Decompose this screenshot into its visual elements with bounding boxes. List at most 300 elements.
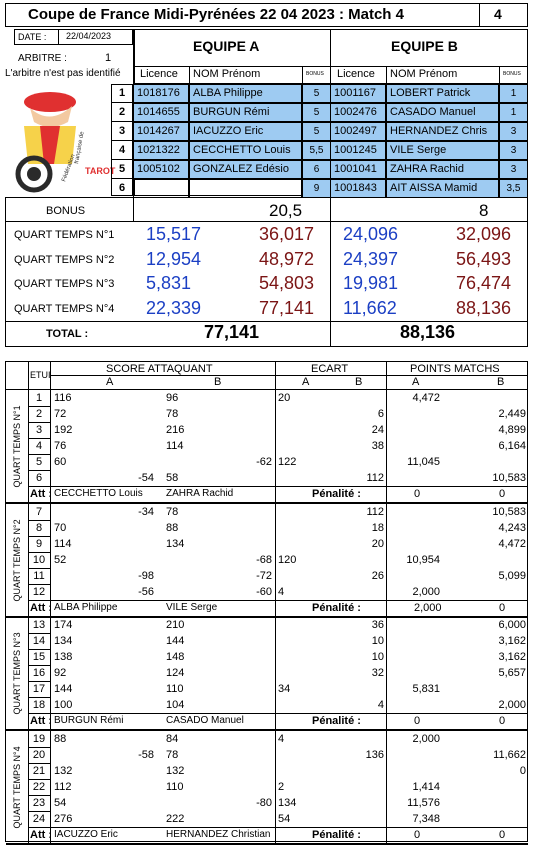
score-a-positive: 112 (54, 780, 72, 793)
points-a: 11,045 (407, 456, 440, 468)
ecart-b: 6 (377, 408, 384, 420)
divider (28, 713, 528, 714)
quarter-a-cumul: 77,141 (259, 297, 315, 318)
quarter-label: QUART TEMPS N°3 (14, 278, 115, 290)
score-a-positive: 132 (54, 764, 73, 777)
score-b-positive: 144 (166, 635, 185, 647)
points-a (390, 438, 440, 454)
score-a-positive: 144 (54, 683, 73, 695)
attacker-a: CECCHETTO Louis (54, 488, 143, 499)
licence-b-cell: 1002497 (330, 122, 386, 141)
points-a (390, 747, 440, 763)
ecart-a (278, 536, 318, 552)
score-b-positive: 110 (166, 683, 184, 695)
etui-cell: 2 (35, 408, 43, 420)
divider (28, 600, 528, 601)
att-label: Att : (30, 488, 52, 500)
ecart-a (278, 649, 318, 665)
score-a-negative (54, 552, 154, 568)
divider (28, 486, 528, 487)
svg-text:Fédération: Fédération (61, 153, 77, 183)
penalite-label: Pénalité : (312, 828, 361, 841)
licence-a-cell: 1018176 (133, 84, 189, 103)
quarter-a-cumul: 36,017 (259, 224, 315, 244)
ecart-a (278, 665, 318, 681)
quarter-vertical-label: QUART TEMPS N°1 (12, 405, 22, 488)
total-b: 88,136 (400, 322, 456, 342)
match-number: 4 (494, 6, 502, 22)
name-b-cell: HERNANDEZ Chris (386, 122, 499, 141)
licence-b-cell: 1001167 (330, 84, 386, 103)
score-a-negative: -34 (138, 505, 154, 518)
score-b-negative: -62 (256, 456, 272, 468)
bonus-b-cell: 3,5 (499, 179, 528, 198)
points-b: 3,162 (498, 635, 526, 647)
score-b-positive: 216 (166, 424, 185, 436)
name-b-cell: AIT AISSA Mamid (386, 179, 499, 198)
name-b-cell: VILE Serge (386, 141, 499, 160)
ecart-b (324, 390, 384, 406)
bonus-label: BONUS (46, 205, 86, 217)
score-b-negative: -80 (256, 796, 272, 809)
divider (5, 221, 528, 222)
bonus-b-cell: 1 (499, 103, 528, 122)
divider (386, 66, 387, 84)
score-a-positive: 54 (54, 796, 67, 809)
licence-a-cell: 1005102 (133, 160, 189, 179)
points-b (446, 795, 526, 811)
nom-b: NOM Prénom (390, 68, 458, 80)
ecart-b: 38 (371, 440, 384, 452)
divider (6, 843, 528, 845)
score-b-positive: 110 (166, 780, 184, 793)
score-a-positive: 52 (54, 553, 67, 566)
ecart-b: 32 (371, 667, 384, 679)
etui-cell: 24 (32, 812, 46, 825)
name-b-cell: CASADO Manuel (386, 103, 499, 122)
score-a-positive: 72 (54, 408, 67, 420)
ecart-a (278, 617, 318, 633)
score-a-negative (54, 763, 154, 779)
points-a (390, 504, 440, 520)
score-a-negative (54, 520, 154, 536)
etui-cell: 11 (33, 569, 45, 582)
licence-b-cell: 1001245 (330, 141, 386, 160)
score-b-negative (166, 811, 272, 827)
points-a-header: A (412, 376, 420, 388)
attacker-a: IACUZZO Eric (54, 828, 118, 840)
score-b-negative (166, 470, 272, 486)
points-b: 5,099 (498, 569, 526, 582)
points-b (446, 731, 526, 747)
points-b: 0 (519, 764, 526, 777)
ecart-header: ECART (311, 363, 349, 375)
ecart-b: 36 (371, 619, 384, 631)
score-header: SCORE ATTAQUANT (106, 363, 213, 375)
penalite-b: 0 (499, 488, 506, 500)
penalite-a: 0 (414, 715, 421, 727)
score-b-negative (166, 731, 272, 747)
score-b-negative (166, 779, 272, 795)
points-b (446, 454, 526, 470)
ecart-b (324, 811, 384, 827)
ecart-b: 24 (371, 424, 384, 436)
name-a-cell: IACUZZO Eric (189, 122, 302, 141)
quarter-vertical-label: QUART TEMPS N°2 (12, 518, 22, 601)
match-title: Coupe de France Midi-Pyrénées 22 04 2023 : Match 4 (28, 6, 404, 23)
quarter-vertical-label: QUART TEMPS N°4 (12, 745, 22, 828)
att-label: Att : (30, 715, 52, 727)
name-a-cell: BURGUN Rémi (189, 103, 302, 122)
quarter-b-cumul: 88,136 (456, 297, 512, 318)
attacker-b: VILE Serge (166, 601, 218, 613)
bonus-a-cell: 9 (302, 179, 331, 198)
points-b: 2,449 (498, 408, 526, 420)
etui-cell: 6 (35, 472, 43, 484)
ecart-b (324, 552, 384, 568)
score-b-negative (166, 681, 272, 697)
score-a-negative (54, 536, 154, 552)
bonus-a-cell: 5 (302, 122, 331, 141)
ecart-b: 4 (377, 699, 384, 711)
points-a (390, 633, 440, 649)
ecart-a (278, 568, 318, 584)
attacker-b: HERNANDEZ Christian (166, 828, 271, 840)
etui-cell: 10 (32, 553, 46, 566)
quarter-label: QUART TEMPS N°1 (14, 229, 115, 241)
points-a: 10,954 (406, 553, 440, 566)
score-a-negative: -58 (138, 748, 154, 761)
ecart-b: 112 (366, 505, 384, 518)
score-a-negative: -54 (138, 472, 154, 484)
date-value: 22/04/2023 (66, 31, 112, 41)
score-a-positive: 92 (54, 667, 67, 679)
divider (133, 197, 134, 221)
etui-cell: 16 (32, 667, 46, 679)
etui-cell: 17 (32, 683, 46, 695)
ecart-a (278, 438, 318, 454)
quarter-a-score: 12,954 (146, 248, 202, 269)
score-a-negative (54, 454, 154, 470)
points-b: 4,243 (498, 521, 526, 534)
score-b-positive: 78 (166, 408, 179, 420)
score-b-positive: 124 (166, 667, 185, 679)
score-a-positive: 70 (54, 521, 67, 534)
etui-cell: 12 (32, 585, 46, 598)
licence-b: Licence (337, 68, 375, 80)
score-a-negative: -56 (138, 585, 154, 598)
penalite-b: 0 (499, 828, 506, 841)
licence-a-cell (133, 179, 189, 198)
ecart-b (324, 681, 384, 697)
divider (28, 827, 528, 828)
points-a (390, 422, 440, 438)
etui-cell: 1 (35, 392, 43, 404)
licence-a-cell: 1014655 (133, 103, 189, 122)
points-b (446, 811, 526, 827)
score-a-negative (54, 438, 154, 454)
penalite-a: 2,000 (414, 601, 442, 614)
quarter-a-cumul: 48,972 (259, 248, 315, 269)
ecart-a (278, 422, 318, 438)
bonus-b-total: 8 (479, 201, 489, 220)
penalite-b: 0 (499, 715, 506, 727)
score-a-negative (54, 665, 154, 681)
ecart-b (324, 779, 384, 795)
points-b: 4,899 (498, 424, 526, 436)
score-b-negative: -68 (256, 553, 272, 566)
total-label: TOTAL : (46, 328, 89, 340)
ecart-a: 134 (278, 796, 297, 809)
points-b: 10,583 (492, 472, 526, 484)
score-a-positive: 134 (54, 635, 73, 647)
points-b: 4,472 (498, 537, 526, 550)
points-a (390, 536, 440, 552)
points-b-header: B (497, 376, 505, 388)
ecart-a (278, 470, 318, 486)
quarter-b-cumul: 76,474 (456, 273, 512, 293)
ecart-b: 10 (371, 635, 384, 647)
tarot-logo (10, 86, 116, 194)
score-a-negative (54, 617, 154, 633)
etui-cell: 20 (32, 748, 46, 761)
score-a-positive: 192 (54, 424, 73, 436)
points-a (390, 470, 440, 486)
score-a-positive: 100 (54, 699, 73, 711)
bonus-b-cell: 3 (499, 160, 528, 179)
score-a-negative (54, 779, 154, 795)
etui-cell: 21 (32, 764, 46, 777)
points-a (390, 568, 440, 584)
points-a: 7,348 (412, 812, 440, 825)
points-a: 5,831 (412, 683, 440, 695)
score-b-positive: 84 (166, 732, 179, 745)
etui-cell: 7 (35, 505, 43, 518)
points-b (446, 779, 526, 795)
points-b: 3,162 (498, 651, 526, 663)
bonus-b: BONUS (503, 71, 521, 77)
name-a-cell (189, 179, 302, 198)
ecart-a (278, 520, 318, 536)
attacker-b: ZAHRA Rachid (166, 488, 234, 499)
points-b: 5,657 (498, 667, 526, 679)
licence-b-cell: 1001843 (330, 179, 386, 198)
divider (330, 197, 331, 347)
score-b-positive: 114 (166, 440, 184, 452)
score-a-negative: -98 (138, 569, 154, 582)
score-b-negative (166, 747, 272, 763)
score-b-positive: 96 (166, 392, 179, 404)
points-a (390, 406, 440, 422)
penalite-a: 0 (414, 488, 421, 500)
divider (189, 66, 190, 84)
ecart-a (278, 763, 318, 779)
ecart-a (278, 697, 318, 713)
etui-cell: 22 (32, 780, 46, 793)
ecart-b (324, 584, 384, 600)
score-b-negative (166, 633, 272, 649)
quarter-a-score: 15,517 (146, 224, 202, 244)
score-b-positive: 222 (166, 812, 185, 825)
score-b-negative (166, 697, 272, 713)
etui-cell: 19 (32, 732, 46, 745)
points-a (390, 649, 440, 665)
score-b-negative (166, 536, 272, 552)
penalite-label: Pénalité : (312, 601, 361, 614)
score-table (5, 361, 528, 842)
points-b (446, 584, 526, 600)
attacker-a: BURGUN Rémi (54, 715, 124, 726)
etui-cell: 5 (35, 456, 43, 468)
ecart-b: 10 (371, 651, 384, 663)
score-a-header: A (106, 376, 114, 388)
etui-cell: 8 (35, 521, 43, 534)
score-a-positive: 138 (54, 651, 73, 663)
player-number: 3 (111, 122, 133, 141)
player-number: 6 (111, 179, 133, 198)
points-a: 2,000 (412, 732, 440, 745)
nom-a: NOM Prénom (193, 68, 261, 80)
points-a: 4,472 (412, 392, 440, 404)
score-a-negative (54, 390, 154, 406)
score-b-positive: 148 (166, 651, 185, 663)
ecart-a: 20 (278, 392, 291, 404)
penalite-label: Pénalité : (312, 715, 361, 727)
score-a-positive: 60 (54, 456, 67, 468)
team-a-title: EQUIPE A (193, 38, 260, 54)
score-a-negative (54, 422, 154, 438)
score-a-positive: 116 (54, 392, 72, 404)
bonus-b-cell: 3 (499, 122, 528, 141)
player-number: 4 (111, 141, 133, 160)
penalite-a: 0 (414, 828, 421, 841)
divider (275, 362, 276, 843)
ecart-b: 20 (371, 537, 384, 550)
name-b-cell: LOBERT Patrick (386, 84, 499, 103)
att-label: Att : (30, 828, 52, 841)
bonus-a-cell: 6 (302, 160, 331, 179)
licence-a-cell: 1021322 (133, 141, 189, 160)
score-b-positive: 78 (166, 505, 179, 518)
ecart-b (324, 795, 384, 811)
quarter-b-score: 19,981 (343, 273, 399, 293)
quarter-label: QUART TEMPS N°4 (14, 302, 115, 315)
score-a-negative (54, 795, 154, 811)
ecart-b (324, 454, 384, 470)
att-label: Att : (30, 601, 52, 614)
points-b: 10,583 (492, 505, 526, 518)
svg-text:française de: française de (74, 131, 86, 165)
ecart-b: 112 (366, 472, 384, 484)
divider (302, 66, 303, 84)
bonus-a-cell: 5,5 (302, 141, 331, 160)
score-b-negative (166, 406, 272, 422)
bonus-a: BONUS (306, 71, 324, 77)
score-b-negative (166, 665, 272, 681)
points-b (446, 390, 526, 406)
ecart-a (278, 747, 318, 763)
ecart-b: 136 (365, 748, 384, 761)
quarter-a-cumul: 54,803 (259, 273, 315, 293)
quarter-vertical-label: QUART TEMPS N°3 (12, 632, 22, 715)
score-b-negative (166, 422, 272, 438)
points-b: 2,000 (498, 699, 526, 711)
ecart-b: 18 (371, 521, 384, 534)
divider (50, 375, 527, 376)
score-b-positive: 78 (166, 748, 179, 761)
licence-b-cell: 1002476 (330, 103, 386, 122)
team-b-title: EQUIPE B (391, 38, 458, 54)
penalite-b: 0 (499, 601, 506, 614)
ecart-a (278, 633, 318, 649)
total-a: 77,141 (204, 322, 260, 342)
ecart-b: 26 (371, 569, 384, 582)
arbitre-value: 1 (105, 52, 112, 64)
etui-cell: 23 (32, 796, 46, 809)
arbitre-note: L'arbitre n'est pas identifié (5, 68, 121, 79)
ecart-a: 4 (278, 732, 285, 745)
ecart-a (278, 406, 318, 422)
points-a (390, 520, 440, 536)
quarter-b-cumul: 32,096 (456, 224, 512, 244)
score-b-negative (166, 438, 272, 454)
score-a-negative (54, 811, 154, 827)
etui-cell: 14 (32, 635, 46, 647)
name-b-cell: ZAHRA Rachid (386, 160, 499, 179)
bonus-a-cell: 5 (302, 84, 331, 103)
score-b-negative (166, 504, 272, 520)
divider (479, 3, 480, 27)
score-a-negative (54, 731, 154, 747)
points-a (390, 617, 440, 633)
ecart-a (278, 504, 318, 520)
ecart-a: 34 (278, 683, 291, 695)
points-b: 11,662 (493, 748, 526, 761)
score-a-positive: 76 (54, 440, 67, 452)
bonus-a-cell: 5 (302, 103, 331, 122)
points-b (446, 552, 526, 568)
name-a-cell: CECCHETTO Louis (189, 141, 302, 160)
quarter-b-cumul: 56,493 (456, 248, 512, 269)
etui-cell: 13 (32, 619, 46, 631)
date-label: DATE : (14, 29, 59, 45)
quarter-a-score: 22,339 (146, 297, 202, 318)
score-b-positive: 88 (166, 521, 179, 534)
ecart-a: 4 (278, 585, 285, 598)
points-a: 2,000 (412, 585, 440, 598)
arbitre-label: ARBITRE : (18, 53, 67, 64)
points-a: 1,414 (412, 780, 440, 793)
etui-header: ETUI (30, 370, 51, 380)
score-b-positive: 58 (166, 472, 179, 484)
points-b: 6,000 (498, 619, 526, 631)
score-b-positive: 104 (166, 699, 185, 711)
licence-a: Licence (140, 68, 178, 80)
ecart-a: 2 (278, 780, 285, 793)
bonus-a-total: 20,5 (269, 201, 303, 220)
score-b-negative: -60 (256, 585, 272, 598)
etui-cell: 9 (35, 537, 43, 550)
score-b-negative (166, 649, 272, 665)
quarter-label: QUART TEMPS N°2 (14, 253, 115, 266)
attacker-b: CASADO Manuel (166, 715, 244, 726)
etui-cell: 18 (32, 699, 46, 711)
score-a-negative (54, 649, 154, 665)
score-b-header: B (214, 376, 222, 388)
ecart-a-header: A (302, 376, 310, 388)
points-a (390, 763, 440, 779)
score-b-negative (166, 390, 272, 406)
